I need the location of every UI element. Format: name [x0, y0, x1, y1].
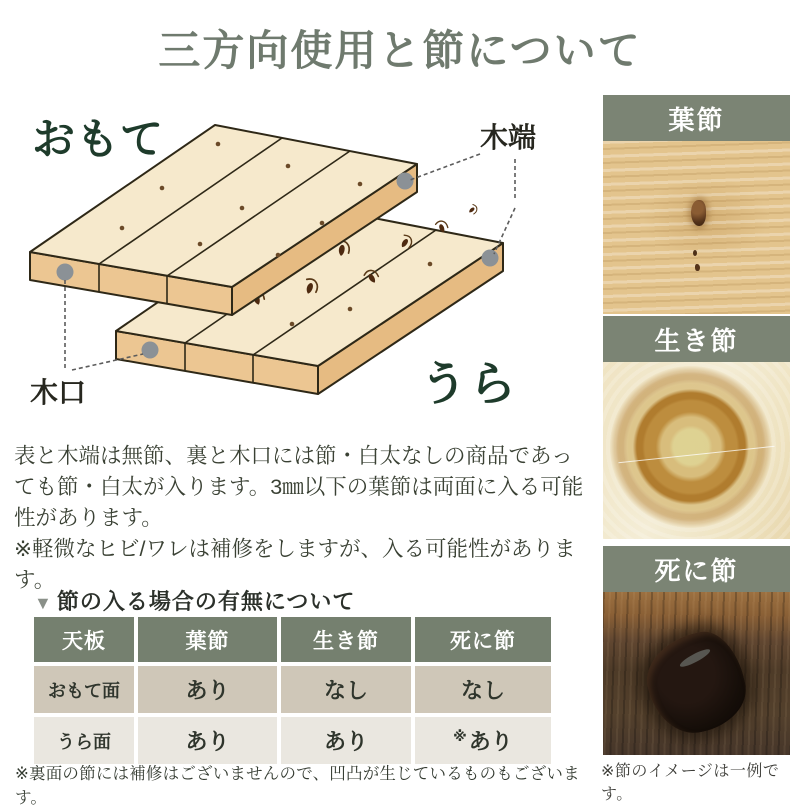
knot-speck [695, 264, 700, 271]
knot-table [30, 613, 555, 768]
cell-ura-shinibushi [415, 717, 551, 764]
page-title: 三方向使用と節について [158, 27, 642, 74]
description-text: 表と木端は無節、裏と木口には節・白太なしの商品であっても節・白太が入ります。3㎜以下の葉節は両面に入る可能性があります。 [14, 444, 584, 530]
wood-crack-line [618, 446, 774, 463]
label-back: うら [420, 357, 518, 410]
description-paragraph [14, 441, 594, 596]
leaf-knot-shape [691, 200, 706, 226]
dead-knot-shape [639, 625, 753, 741]
knot-speck [693, 250, 697, 256]
knot-table-caption [34, 585, 355, 616]
table-row [34, 666, 551, 713]
photo-header-ikibushi: 生き節 [603, 316, 790, 362]
row-label-omote: おもて面 [34, 666, 134, 713]
cell-omote-ikibushi: なし [281, 666, 411, 713]
back-edge-dot [482, 250, 499, 267]
knot-table-caption-text: 節の入る場合の有無について [56, 589, 356, 614]
cell-ura-ikibushi: あり [281, 717, 411, 764]
label-front: おもて [32, 116, 164, 164]
cell-omote-shinibushi: なし [415, 666, 551, 713]
front-edge-dot [397, 173, 414, 190]
photo-header-habushi: 葉節 [603, 95, 790, 141]
front-end-dot [57, 264, 74, 281]
description-note: ※軽微なヒビ/ワレは補修をしますが、入る可能性があります。 [14, 537, 576, 592]
photo-header-shinibushi: 死に節 [603, 546, 790, 592]
photo-note: ※節のイメージは一例です。 [601, 763, 780, 803]
table-footnote: ※裏面の節には補修はございませんので、凹凸が生じているものもございます。 [15, 765, 580, 807]
knot-photo-panel-shinibushi [603, 546, 790, 755]
header-shinibushi: 死に節 [415, 617, 551, 662]
cell-ura-habushi: あり [138, 717, 277, 764]
cell-ura-shinibushi-text: あり [468, 729, 513, 754]
label-edge: 木端 [480, 122, 537, 153]
back-end-dot [142, 342, 159, 359]
header-ikibushi: 生き節 [281, 617, 411, 662]
label-end: 木口 [30, 377, 87, 408]
photo-shinibushi [603, 592, 790, 755]
cell-omote-habushi: あり [138, 666, 277, 713]
knot-photo-panel-habushi [603, 95, 790, 314]
photo-habushi [603, 141, 790, 314]
photo-ikibushi [603, 362, 790, 539]
row-label-ura: うら面 [34, 717, 134, 764]
table-row [34, 717, 551, 764]
triangle-marker-icon: ▼ [34, 593, 53, 613]
knot-photo-panel-ikibushi [603, 316, 790, 539]
wood-boards-illustration [10, 92, 595, 437]
header-habushi: 葉節 [138, 617, 277, 662]
knot-table-header-row [34, 617, 551, 662]
header-tenban: 天板 [34, 617, 134, 662]
asterisk-marker: ※ [453, 727, 467, 744]
